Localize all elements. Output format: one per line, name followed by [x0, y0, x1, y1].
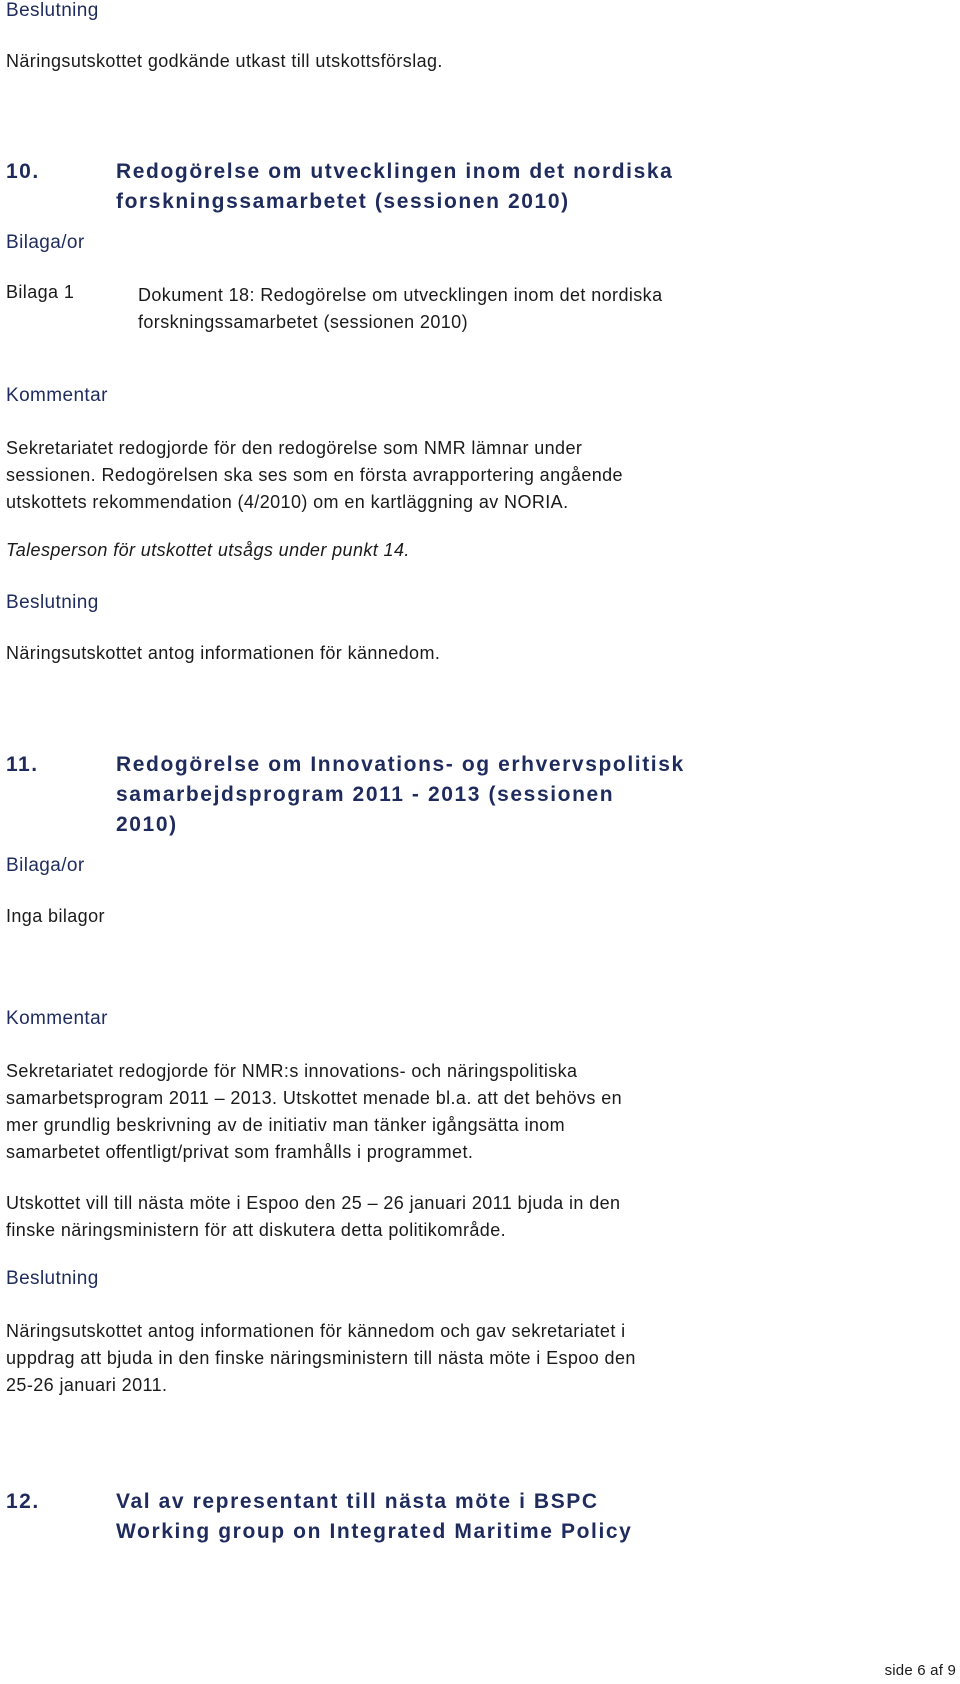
- item-11-kommentar-heading: Kommentar: [6, 1008, 108, 1029]
- item-11-bilaga-text: Inga bilagor: [6, 906, 105, 926]
- item-10-title-line2: forskningssamarbetet (sessionen 2010): [116, 190, 570, 213]
- item-11-kommentar-line3: mer grundlig beskrivning av de initiativ man tänker igångsätta inom: [6, 1115, 566, 1135]
- item-11-title-line3: 2010): [116, 813, 178, 836]
- page-number: side 6 af 9: [884, 1662, 956, 1679]
- item-10-title: [116, 157, 673, 217]
- item-10-beslutning-heading: Beslutning: [6, 592, 99, 613]
- item-11-utskottet-text: [6, 1190, 620, 1244]
- item-10-bilaga-heading: Bilaga/or: [6, 232, 85, 253]
- item-11-kommentar-line4: samarbetet offentligt/privat som framhålls i programmet.: [6, 1142, 474, 1162]
- item-10-bilaga-text: [138, 282, 662, 336]
- item-11-kommentar-line1: Sekretariatet redogjorde för NMR:s innovations- och näringspolitiska: [6, 1061, 578, 1081]
- item-10-kommentar-text: [6, 435, 623, 516]
- item-11-beslutning-heading: Beslutning: [6, 1268, 99, 1289]
- item-11-title-line1: Redogörelse om Innovations- og erhvervspolitisk: [116, 753, 685, 776]
- item-10-kommentar-heading: Kommentar: [6, 385, 108, 406]
- item-12-title-line2: Working group on Integrated Maritime Policy: [116, 1520, 633, 1543]
- item-10-bilaga-line1: Dokument 18: Redogörelse om utvecklingen inom det nordiska: [138, 285, 663, 305]
- item-10-number: 10.: [6, 160, 40, 183]
- item-10-title-line1: Redogörelse om utvecklingen inom det nordiska: [116, 160, 674, 183]
- item-12-title-line1: Val av representant till nästa möte i BSPC: [116, 1490, 599, 1513]
- item-12-number: 12.: [6, 1490, 40, 1513]
- item-11-beslutning-text: [6, 1318, 636, 1399]
- item-10-talesperson: Talesperson för utskottet utsågs under punkt 14.: [6, 540, 410, 560]
- item-10-kommentar-line2: sessionen. Redogörelsen ska ses som en första avrapportering angående: [6, 465, 623, 485]
- item-10-kommentar-line1: Sekretariatet redogjorde för den redogörelse som NMR lämnar under: [6, 438, 583, 458]
- item-11-kommentar-line2: samarbetsprogram 2011 – 2013. Utskottet menade bl.a. att det behövs en: [6, 1088, 623, 1108]
- item-10-kommentar-line3: utskottets rekommendation (4/2010) om en kartläggning av NORIA.: [6, 492, 569, 512]
- item-11-bilaga-heading: Bilaga/or: [6, 855, 85, 876]
- item-11-beslutning-line2: uppdrag att bjuda in den finske näringsministern till nästa möte i Espoo den: [6, 1348, 636, 1368]
- item-11-kommentar-text: [6, 1058, 622, 1166]
- item-11-beslutning-line3: 25-26 januari 2011.: [6, 1375, 168, 1395]
- item-12-title: [116, 1487, 632, 1547]
- item-11-title-line2: samarbejdsprogram 2011 - 2013 (sessionen: [116, 783, 615, 806]
- item-10-bilaga-label: Bilaga 1: [6, 282, 75, 302]
- item-11-title: [116, 750, 685, 840]
- item-11-utskottet-line2: finske näringsministern för att diskutera detta politikområde.: [6, 1220, 507, 1240]
- item-10-bilaga-line2: forskningssamarbetet (sessionen 2010): [138, 312, 468, 332]
- item-11-number: 11.: [6, 753, 39, 776]
- item-11-beslutning-line1: Näringsutskottet antog informationen för kännedom och gav sekretariatet i: [6, 1321, 626, 1341]
- beslutning-heading-top: Beslutning: [6, 0, 99, 21]
- beslutning-text-top: Näringsutskottet godkände utkast till utskottsförslag.: [6, 51, 443, 71]
- item-10-beslutning-text: Näringsutskottet antog informationen för kännedom.: [6, 643, 441, 663]
- item-11-utskottet-line1: Utskottet vill till nästa möte i Espoo den 25 – 26 januari 2011 bjuda in den: [6, 1193, 621, 1213]
